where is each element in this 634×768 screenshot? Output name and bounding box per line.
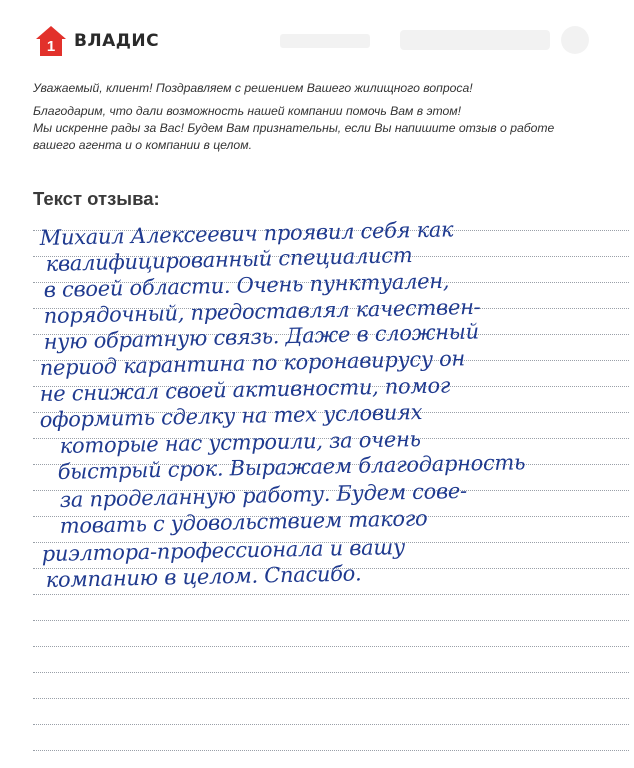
logo-digit: 1: [46, 38, 56, 55]
intro-text: [33, 80, 593, 154]
handwritten-line: период карантина по коронавирусу он: [39, 346, 466, 380]
greeting-text: Уважаемый, клиент! Поздравляем с решением Вашего жилищного вопроса!: [33, 81, 473, 95]
ruled-line: [33, 646, 629, 647]
handwritten-line: компанию в целом. Спасибо.: [45, 561, 362, 592]
handwritten-line: за проделанную работу. Будем сове-: [59, 478, 468, 512]
ruled-line: [33, 750, 629, 751]
handwritten-line: квалифицированный специалист: [45, 243, 413, 276]
ruled-line: [33, 672, 629, 673]
intro-line: Благодарим, что дали возможность нашей компании помочь Вам в этом!: [33, 104, 462, 118]
handwritten-line: риэлтора-профессионала и вашу: [41, 535, 406, 566]
review-title: Текст отзыва:: [33, 188, 160, 209]
intro-line: Мы искренне рады за Вас! Будем Вам признательны, если Вы напишите отзыв о работе: [33, 121, 555, 135]
handwritten-line: порядочный, предоставлял качествен-: [43, 294, 481, 328]
ruled-line: [33, 620, 629, 621]
brand-logo: [34, 24, 159, 58]
ruled-line: [33, 594, 629, 595]
handwritten-line: оформить сделку на тех условиях: [39, 399, 423, 432]
handwritten-line: в своей области. Очень пунктуален,: [43, 268, 450, 302]
handwritten-line: Михаил Алексеевич проявил себя как: [39, 217, 454, 250]
handwritten-line: быстрый срок. Выражаем благодарность: [57, 450, 526, 484]
ruled-line: [33, 698, 629, 699]
house-logo-icon: [34, 24, 68, 58]
handwritten-line: товать с удовольствием такого: [59, 506, 428, 538]
brand-name: ВЛАДИС: [74, 31, 160, 51]
handwritten-line: ную обратную связь. Даже в сложный: [43, 319, 480, 354]
stamp-watermark-icon: [270, 22, 600, 62]
ruled-line: [33, 724, 629, 725]
handwritten-line: не снижал своей активности, помог: [39, 373, 451, 406]
handwritten-line: которые нас устроили, за очень: [59, 427, 421, 458]
intro-line: вашего агента и о компании в целом.: [33, 138, 252, 152]
